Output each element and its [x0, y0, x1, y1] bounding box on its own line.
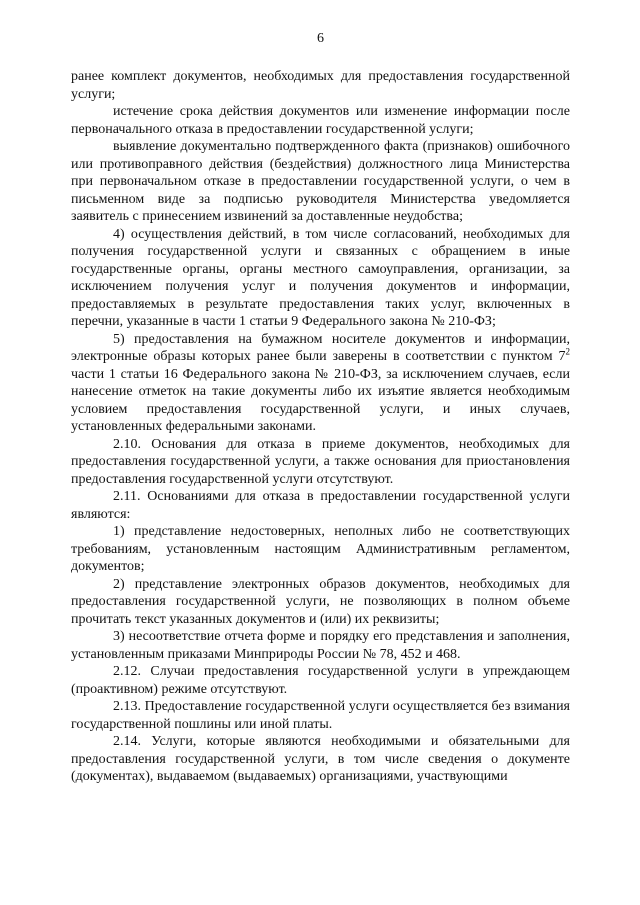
paragraph-2-11-item-1: 1) представление недостоверных, неполных либо не соответствующих требованиям, установленным настоящим Административным регламентом, документов;	[71, 524, 570, 574]
paragraph-2-14: 2.14. Услуги, которые являются необходимыми и обязательными для предоставления государственной услуги, в том числе сведения о документе (документах), выдаваемом (выдаваемых) организациями, участвующими	[71, 734, 570, 784]
paragraph-item-5	[71, 331, 570, 436]
paragraph-2-10: 2.10. Основания для отказа в приеме документов, необходимых для предоставления государственной услуги, а также основания для приостановления предоставления государственной услуги отсутствуют.	[71, 436, 570, 487]
paragraph-continuation: ранее комплект документов, необходимых для предоставления государственной услуги;	[71, 69, 570, 102]
paragraph-expiry: истечение срока действия документов или изменение информации после первоначального отказа в предоставлении государственной услуги;	[71, 104, 570, 137]
paragraph-2-11-item-2: 2) представление электронных образов документов, необходимых для предоставления государственной услуги, не позволяющих в полном объеме прочитать текст указанных документов и (или) их реквизиты;	[71, 576, 570, 627]
superscript-number: 2	[565, 346, 570, 357]
paragraph-item-5-text-before: 5) предоставления на бумажном носителе документов и информации, электронные образы которых ранее были заверены в соответствии с пунктом 7	[71, 331, 570, 364]
paragraph-2-11-item-3: 3) несоответствие отчета форме и порядку его представления и заполнения, установленным приказами Минприроды России № 78, 452 и 468.	[71, 629, 570, 662]
paragraph-2-11: 2.11. Основаниями для отказа в предоставлении государственной услуги являются:	[71, 489, 570, 522]
paragraph-item-5-text-after: части 1 статьи 16 Федерального закона № 210-ФЗ, за исключением случаев, если нанесение отметок на такие документы либо их изъятие является необходимым условием предоставления государственной услуги, и иных случаев, установленных федеральными законами.	[71, 366, 570, 434]
paragraph-item-4: 4) осуществления действий, в том числе согласований, необходимых для получения государственной услуги и связанных с обращением в иные государственные органы, органы местного самоуправления, организации, за исключением получения услуг и получения документов и информации, предоставляемых в результате предоставления таких услуг, включенных в перечни, указанные в части 1 статьи 9 Федерального закона № 210-ФЗ;	[71, 226, 570, 329]
paragraph-2-12: 2.12. Случаи предоставления государственной услуги в упреждающем (проактивном) режиме отсутствуют.	[71, 664, 570, 697]
paragraph-error-detection: выявление документально подтвержденного факта (признаков) ошибочного или противоправного действия (бездействия) должностного лица Министерства при первоначальном отказе в предоставлении государственной услуги, о чем в письменном виде за подписью руководителя Министерства уведомляется заявитель с принесением извинений за доставленные неудобства;	[71, 139, 570, 224]
paragraph-2-13: 2.13. Предоставление государственной услуги осуществляется без взимания государственной пошлины или иной платы.	[71, 699, 570, 732]
page-number: 6	[317, 31, 324, 46]
